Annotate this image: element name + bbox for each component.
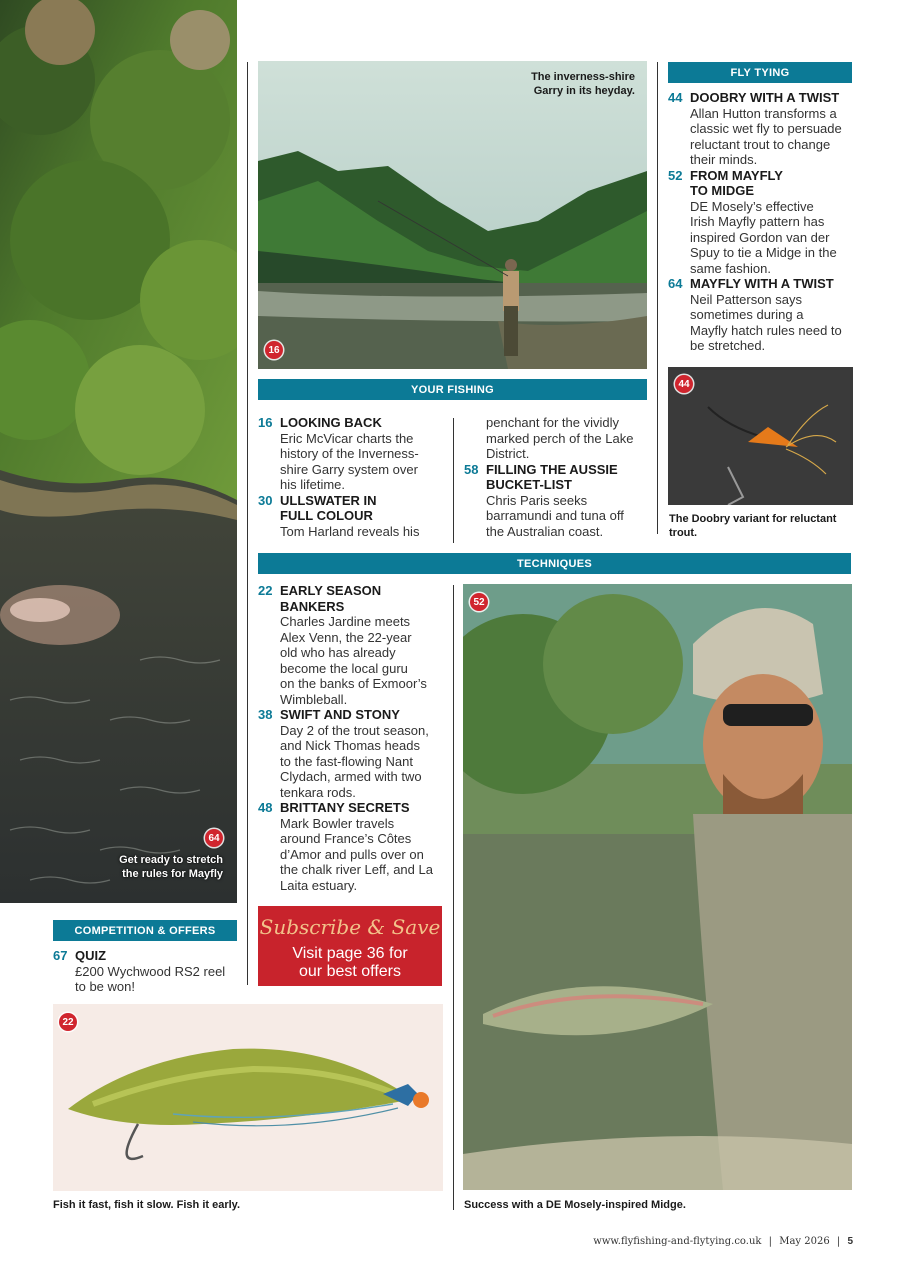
entry-description: Tom Harland reveals his — [280, 523, 420, 539]
entry-description: to be won! — [75, 979, 135, 994]
caption-line: Get ready to stretch — [119, 854, 223, 866]
column-divider — [453, 585, 454, 1210]
entry-description: Mayfly hatch rules need to — [690, 322, 842, 338]
entry-description: history of the Inverness- — [280, 446, 419, 461]
section-header-fly-tying: FLY TYING — [668, 62, 852, 83]
page-badge: 64 — [205, 829, 223, 847]
entry-page-number: 58 — [464, 461, 479, 477]
doobry-fly-image — [668, 367, 853, 505]
entry-page-number: 44 — [668, 90, 683, 105]
entry-description: Eric McVicar charts the — [280, 430, 414, 446]
contents-entry[interactable] — [258, 707, 450, 800]
entry-description: barramundi and tuna off — [486, 508, 624, 523]
angler-trout-image — [463, 584, 852, 1190]
entry-description: same fashion. — [690, 260, 771, 276]
entry-description: classic wet fly to persuade — [690, 121, 842, 136]
contents-entry[interactable] — [464, 462, 650, 540]
garry-photo-image — [258, 61, 647, 369]
contents-entry[interactable] — [258, 800, 450, 893]
entry-title: SWIFT AND STONY — [280, 707, 400, 722]
subscribe-box[interactable] — [258, 906, 442, 986]
entry-description: Spuy to tie a Midge in the — [690, 245, 837, 260]
techniques-list — [258, 583, 450, 893]
entry-description: Mark Bowler travels — [280, 815, 395, 831]
entry-description: £200 Wychwood RS2 reel — [75, 963, 226, 979]
entry-title: BRITTANY SECRETS — [280, 800, 410, 815]
caption-line: Garry in its heyday. — [533, 85, 635, 97]
entry-page-number: 64 — [668, 276, 683, 291]
entry-page-number: 16 — [258, 415, 273, 430]
subscribe-script-title: Subscribe & Save — [259, 915, 441, 939]
entry-title: TO MIDGE — [690, 183, 755, 198]
entry-description: Allan Hutton transforms a — [690, 105, 837, 121]
caption-line: the rules for Mayfly — [122, 868, 223, 880]
page-footer — [593, 1236, 853, 1247]
entry-description: Neil Patterson says — [690, 291, 802, 307]
entry-title: FULL COLOUR — [280, 508, 373, 523]
column-divider — [247, 62, 248, 985]
entry-description: the chalk river Leff, and La — [280, 862, 433, 877]
entry-description: d’Amor and pulls over on — [280, 846, 424, 862]
entry-description: Irish Mayfly pattern has — [690, 214, 825, 229]
footer-separator: | — [768, 1236, 773, 1247]
entry-page-number: 22 — [258, 583, 273, 598]
entry-page-number: 67 — [53, 948, 68, 963]
entry-description: Wimbleball. — [280, 691, 348, 707]
entry-title: DOOBRY WITH A TWIST — [690, 90, 840, 105]
entry-description: Alex Venn, the 22-year — [280, 629, 412, 645]
angler-trout-photo — [463, 584, 852, 1190]
competition-list — [53, 948, 243, 995]
photo-caption: Success with a DE Mosely-inspired Midge. — [464, 1199, 686, 1211]
entry-title: FROM MAYFLY — [690, 167, 783, 183]
page-badge: 22 — [59, 1013, 77, 1031]
entry-description: sometimes during a — [690, 307, 804, 322]
your-fishing-column-2 — [464, 415, 650, 539]
entry-description: Clydach, armed with two — [280, 769, 422, 784]
entry-description: their minds. — [690, 152, 758, 167]
entry-description: and Nick Thomas heads — [280, 738, 420, 753]
contents-entry[interactable] — [668, 168, 858, 277]
photo-caption — [669, 512, 836, 540]
column-divider — [657, 62, 658, 534]
entry-description: old who has already — [280, 645, 396, 660]
photo-caption — [119, 853, 223, 881]
entry-page-number: 48 — [258, 800, 273, 815]
entry-description: inspired Gordon van der — [690, 229, 830, 245]
page-badge: 16 — [265, 341, 283, 359]
caption-line: The Doobry variant for reluctant — [669, 513, 837, 525]
continued-description: penchant for the vividly — [486, 415, 619, 430]
photo-caption: Fish it fast, fish it slow. Fish it early. — [53, 1199, 241, 1211]
entry-description: tenkara rods. — [280, 784, 356, 800]
entry-description: become the local guru — [280, 660, 408, 676]
page-number: 5 — [847, 1236, 853, 1247]
caption-line: The inverness-shire — [531, 71, 635, 83]
entry-description: the Australian coast. — [486, 523, 604, 539]
footer-separator: | — [836, 1236, 841, 1247]
entry-page-number: 38 — [258, 707, 273, 722]
issue-date: May 2026 — [779, 1236, 830, 1247]
entry-title: FILLING THE AUSSIE — [486, 461, 618, 477]
entry-title: QUIZ — [75, 948, 107, 963]
river-photo — [0, 0, 237, 903]
caption-line: trout. — [669, 527, 698, 539]
contents-entry[interactable] — [53, 948, 243, 995]
entry-description: to the fast-flowing Nant — [280, 753, 413, 769]
your-fishing-column-1 — [258, 415, 450, 539]
entry-description: shire Garry system over — [280, 461, 418, 477]
entry-description: Laita estuary. — [280, 877, 358, 893]
entry-description: be stretched. — [690, 338, 766, 353]
fly-tying-list — [668, 90, 858, 354]
entry-description: Day 2 of the trout season, — [280, 722, 429, 738]
continued-description: District. — [486, 446, 530, 461]
section-header-techniques: TECHNIQUES — [258, 553, 851, 574]
contents-entry[interactable] — [258, 415, 450, 493]
continued-text — [486, 415, 650, 462]
contents-entry[interactable] — [258, 583, 450, 707]
entry-description: Chris Paris seeks — [486, 492, 588, 508]
contents-entry[interactable] — [258, 493, 450, 540]
entry-description: reluctant trout to change — [690, 136, 831, 152]
entry-page-number: 30 — [258, 492, 273, 508]
your-fishing-column-2-entries — [464, 462, 650, 540]
entry-title: MAYFLY WITH A TWIST — [690, 276, 834, 291]
river-photo-image — [0, 0, 237, 903]
doobry-fly-photo — [668, 367, 853, 505]
entry-title: LOOKING BACK — [280, 415, 382, 430]
streamer-fly-image — [53, 1004, 443, 1191]
contents-entry[interactable] — [668, 276, 858, 354]
garry-photo — [258, 61, 647, 369]
entry-description: his lifetime. — [280, 477, 346, 492]
entry-title: ULLSWATER IN — [280, 492, 377, 508]
streamer-fly-photo — [53, 1004, 443, 1191]
continued-description: marked perch of the Lake — [486, 430, 634, 446]
entry-description: Charles Jardine meets — [280, 614, 411, 629]
page-badge: 44 — [675, 375, 693, 393]
entry-description: on the banks of Exmoor’s — [280, 676, 427, 691]
subscribe-line: our best offers — [299, 963, 401, 980]
entry-description: DE Mosely’s effective — [690, 198, 814, 214]
entry-title: BUCKET-LIST — [486, 477, 572, 492]
entry-page-number: 52 — [668, 167, 683, 183]
entry-title: BANKERS — [280, 598, 345, 614]
photo-caption — [531, 70, 635, 98]
contents-entry[interactable] — [668, 90, 858, 168]
entry-description: around France’s Côtes — [280, 831, 412, 846]
entry-title: EARLY SEASON — [280, 583, 382, 598]
column-divider — [453, 418, 454, 543]
section-header-your-fishing: YOUR FISHING — [258, 379, 647, 400]
page-badge: 52 — [470, 593, 488, 611]
section-header-competition: COMPETITION & OFFERS — [53, 920, 237, 941]
site-url[interactable]: www.flyfishing-and-flytying.co.uk — [593, 1236, 762, 1247]
subscribe-line: Visit page 36 for — [292, 945, 408, 962]
